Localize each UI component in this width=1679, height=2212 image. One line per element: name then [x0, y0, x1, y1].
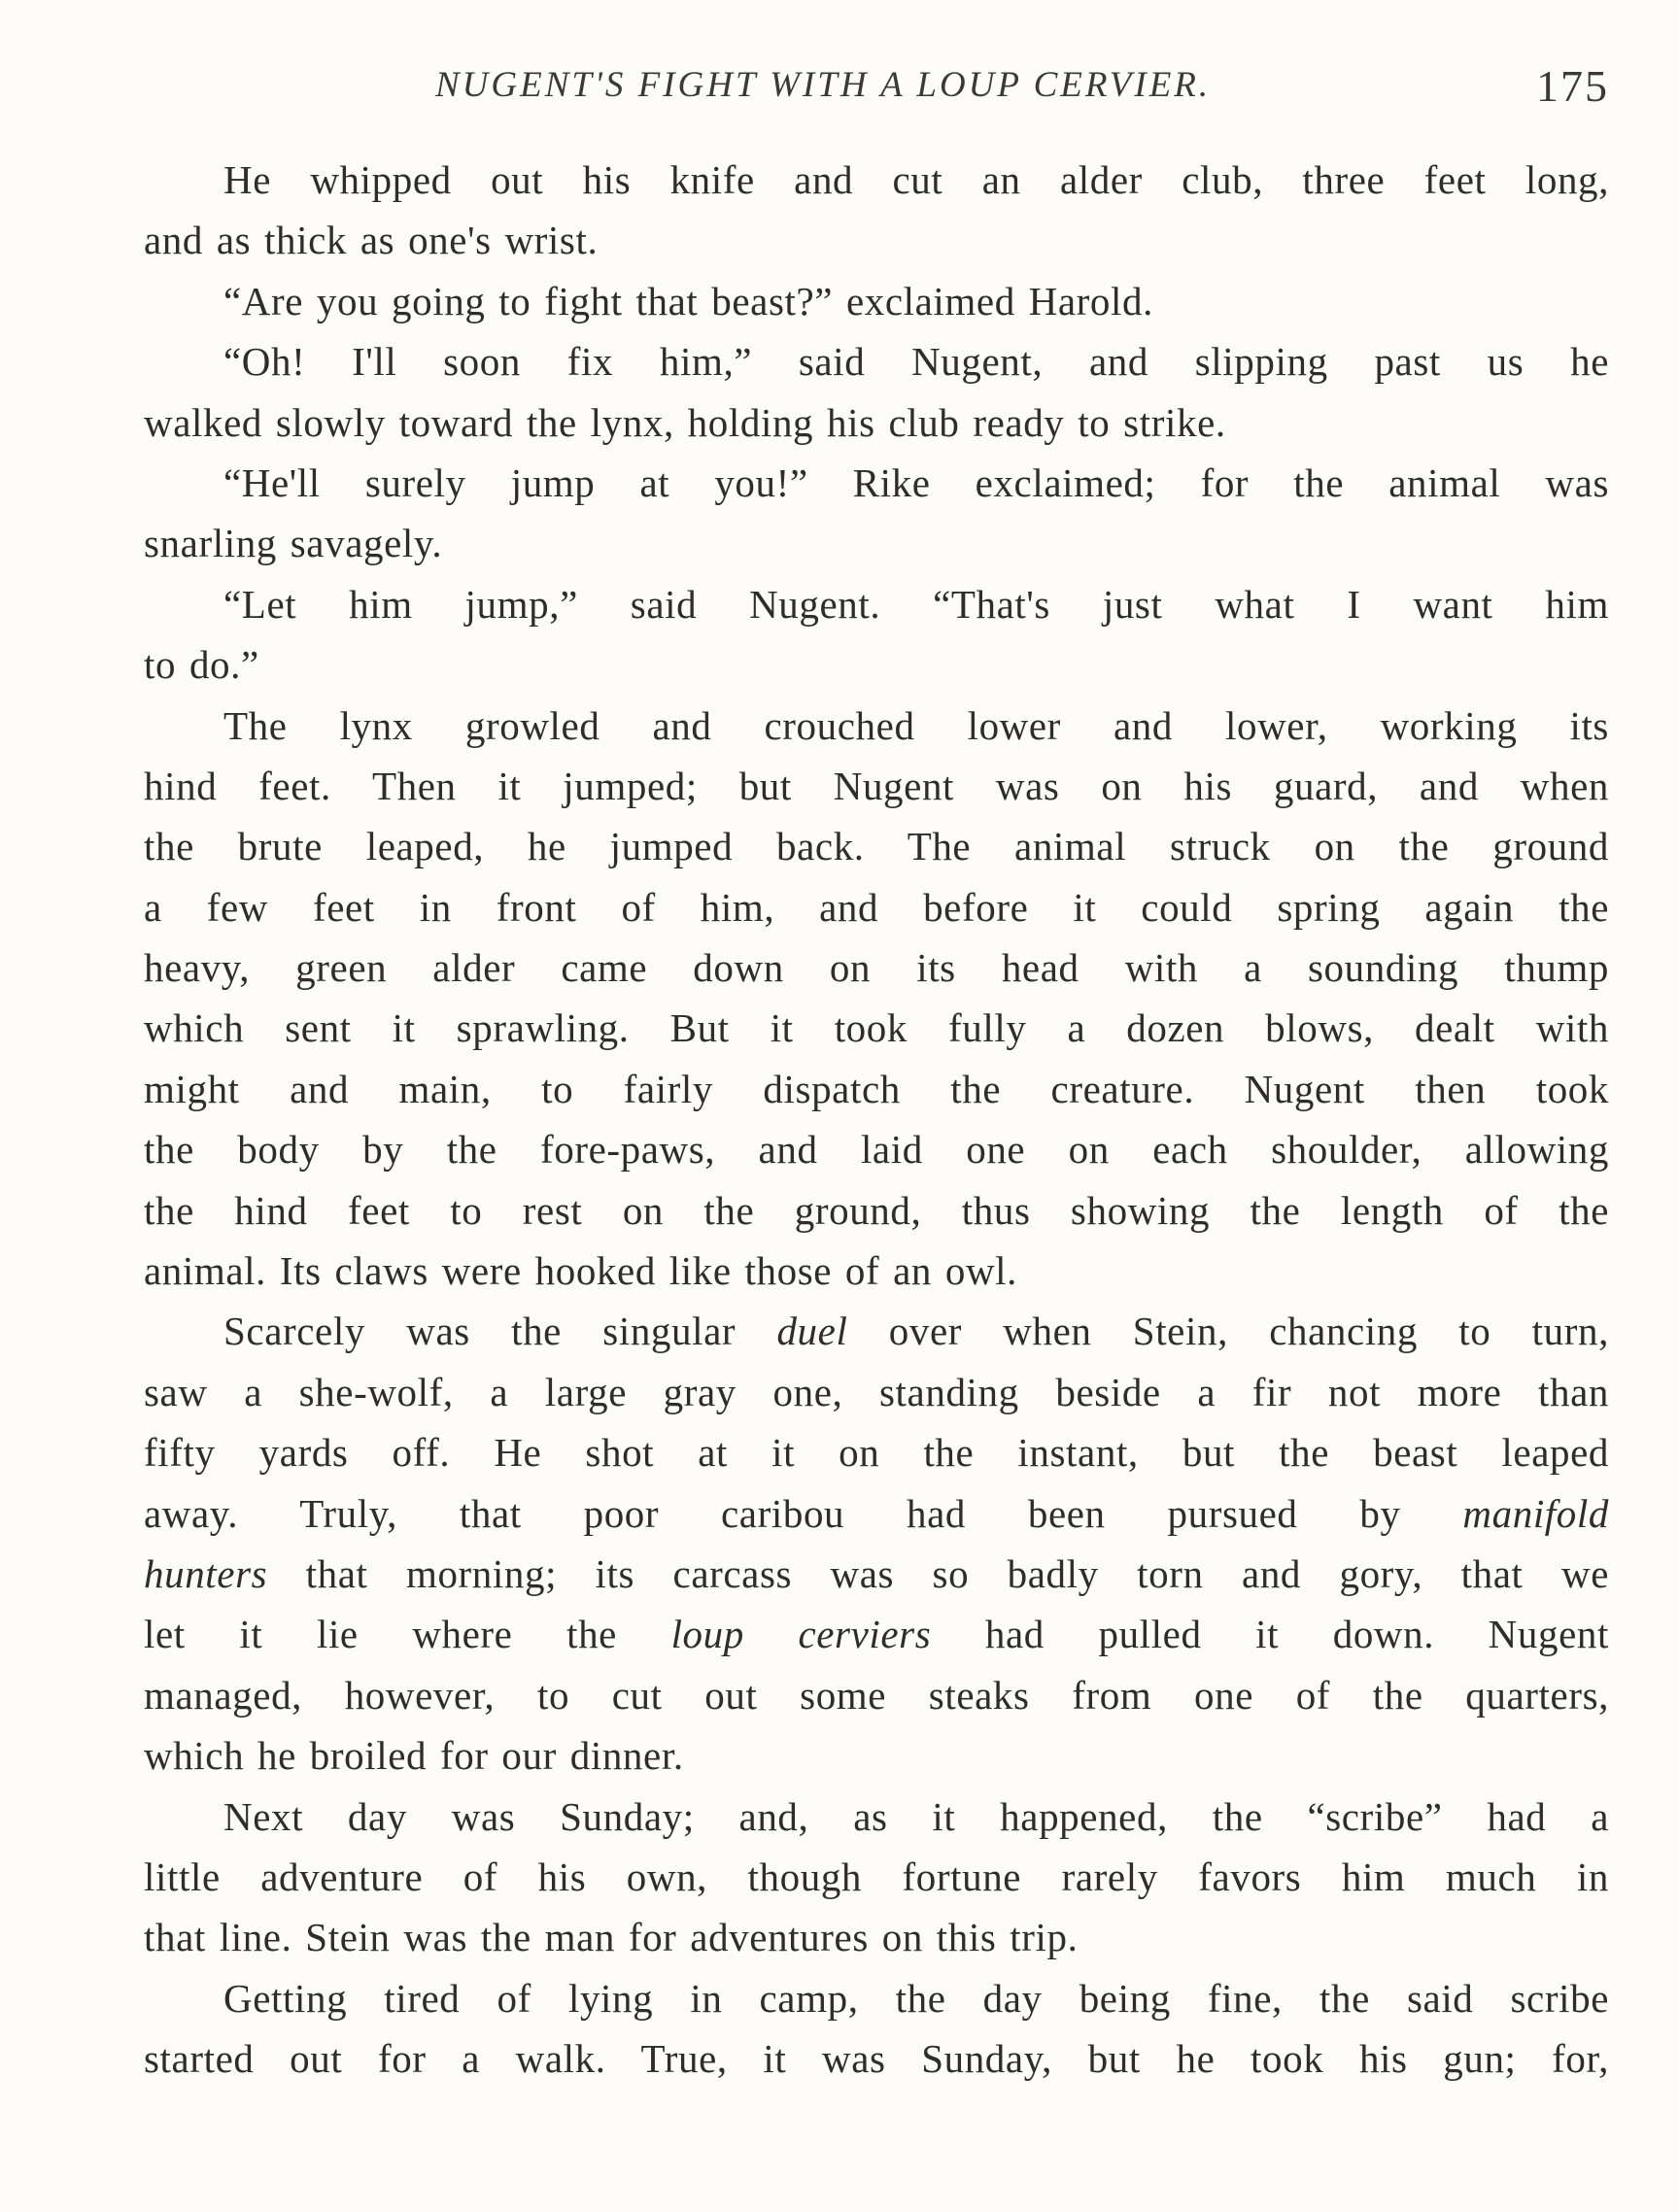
text-line: Getting tired of lying in camp, the day being fine, the said scribe	[223, 1975, 1609, 2021]
text-line: little adventure of his own, though fortune rarely favors him much in	[144, 1854, 1609, 1899]
text-line	[144, 1483, 1609, 1544]
text-line: “Oh! I'll soon fix him,” said Nugent, and slipping past us he	[223, 339, 1609, 385]
text-line: started out for a walk. True, it was Sunday, but he took his gun; for,	[144, 2036, 1609, 2082]
running-head	[144, 61, 1609, 122]
italic-phrase: loup cerviers	[670, 1612, 932, 1657]
text-line: fifty yards off. He shot at it on the instant, but the beast leaped	[144, 1430, 1609, 1476]
text-line: Next day was Sunday; and, as it happened, the “scribe” had a	[223, 1793, 1609, 1839]
text-line: which he broiled for our dinner.	[144, 1733, 684, 1779]
text-line: “Let him jump,” said Nugent. “That's just what I want him	[223, 581, 1609, 627]
italic-phrase: hunters	[144, 1550, 268, 1596]
page-number: 175	[1536, 61, 1609, 111]
text-line: hind feet. Then it jumped; but Nugent was on his guard, and when	[144, 763, 1609, 808]
text-line	[144, 1301, 1609, 1361]
text-line: might and main, to fairly dispatch the creature. Nugent then took	[144, 1066, 1609, 1111]
text-line: walked slowly toward the lynx, holding his club ready to strike.	[144, 399, 1226, 445]
line-text: Scarcely was the singular	[223, 1309, 777, 1354]
italic-phrase: manifold	[1462, 1490, 1609, 1536]
italic-phrase: duel	[776, 1309, 848, 1354]
text-line	[144, 1604, 1609, 1664]
body-text	[144, 150, 1609, 2090]
line-text: had pulled it down. Nugent	[931, 1612, 1609, 1657]
line-text: away. Truly, that poor caribou had been pursued by	[144, 1490, 1463, 1536]
text-line: which sent it sprawling. But it took fully a dozen blows, dealt with	[144, 1005, 1609, 1051]
text-line: the brute leaped, he jumped back. The animal struck on the ground	[144, 824, 1609, 869]
text-line: snarling savagely.	[144, 521, 443, 566]
text-line: a few feet in front of him, and before it could spring again the	[144, 884, 1609, 930]
text-line	[144, 1544, 1609, 1604]
text-line: the body by the fore-paws, and laid one on each shoulder, allowing	[144, 1127, 1609, 1173]
line-text: over when Stein, chancing to turn,	[847, 1309, 1609, 1354]
text-line: “Are you going to fight that beast?” exclaimed Harold.	[223, 278, 1153, 323]
text-line: He whipped out his knife and cut an alder club, three feet long,	[223, 157, 1609, 202]
text-line: that line. Stein was the man for adventures on this trip.	[144, 1915, 1079, 1960]
line-text: let it lie where the	[144, 1612, 671, 1657]
text-line: to do.”	[144, 642, 259, 688]
text-line: animal. Its claws were hooked like those of an owl.	[144, 1248, 1018, 1294]
running-title: NUGENT'S FIGHT WITH A LOUP CERVIER.	[435, 65, 1212, 105]
text-line: The lynx growled and crouched lower and lower, working its	[223, 702, 1609, 748]
text-line: the hind feet to rest on the ground, thus showing the length of the	[144, 1187, 1609, 1233]
text-line: managed, however, to cut out some steaks from one of the quarters,	[144, 1672, 1609, 1718]
line-text: that morning; its carcass was so badly torn and gory, that we	[267, 1550, 1609, 1596]
text-line: saw a she-wolf, a large gray one, standing beside a fir not more than	[144, 1369, 1609, 1414]
text-line: and as thick as one's wrist.	[144, 218, 599, 263]
text-line: heavy, green alder came down on its head with a sounding thump	[144, 945, 1609, 991]
text-line: “He'll surely jump at you!” Rike exclaimed; for the animal was	[223, 459, 1609, 505]
